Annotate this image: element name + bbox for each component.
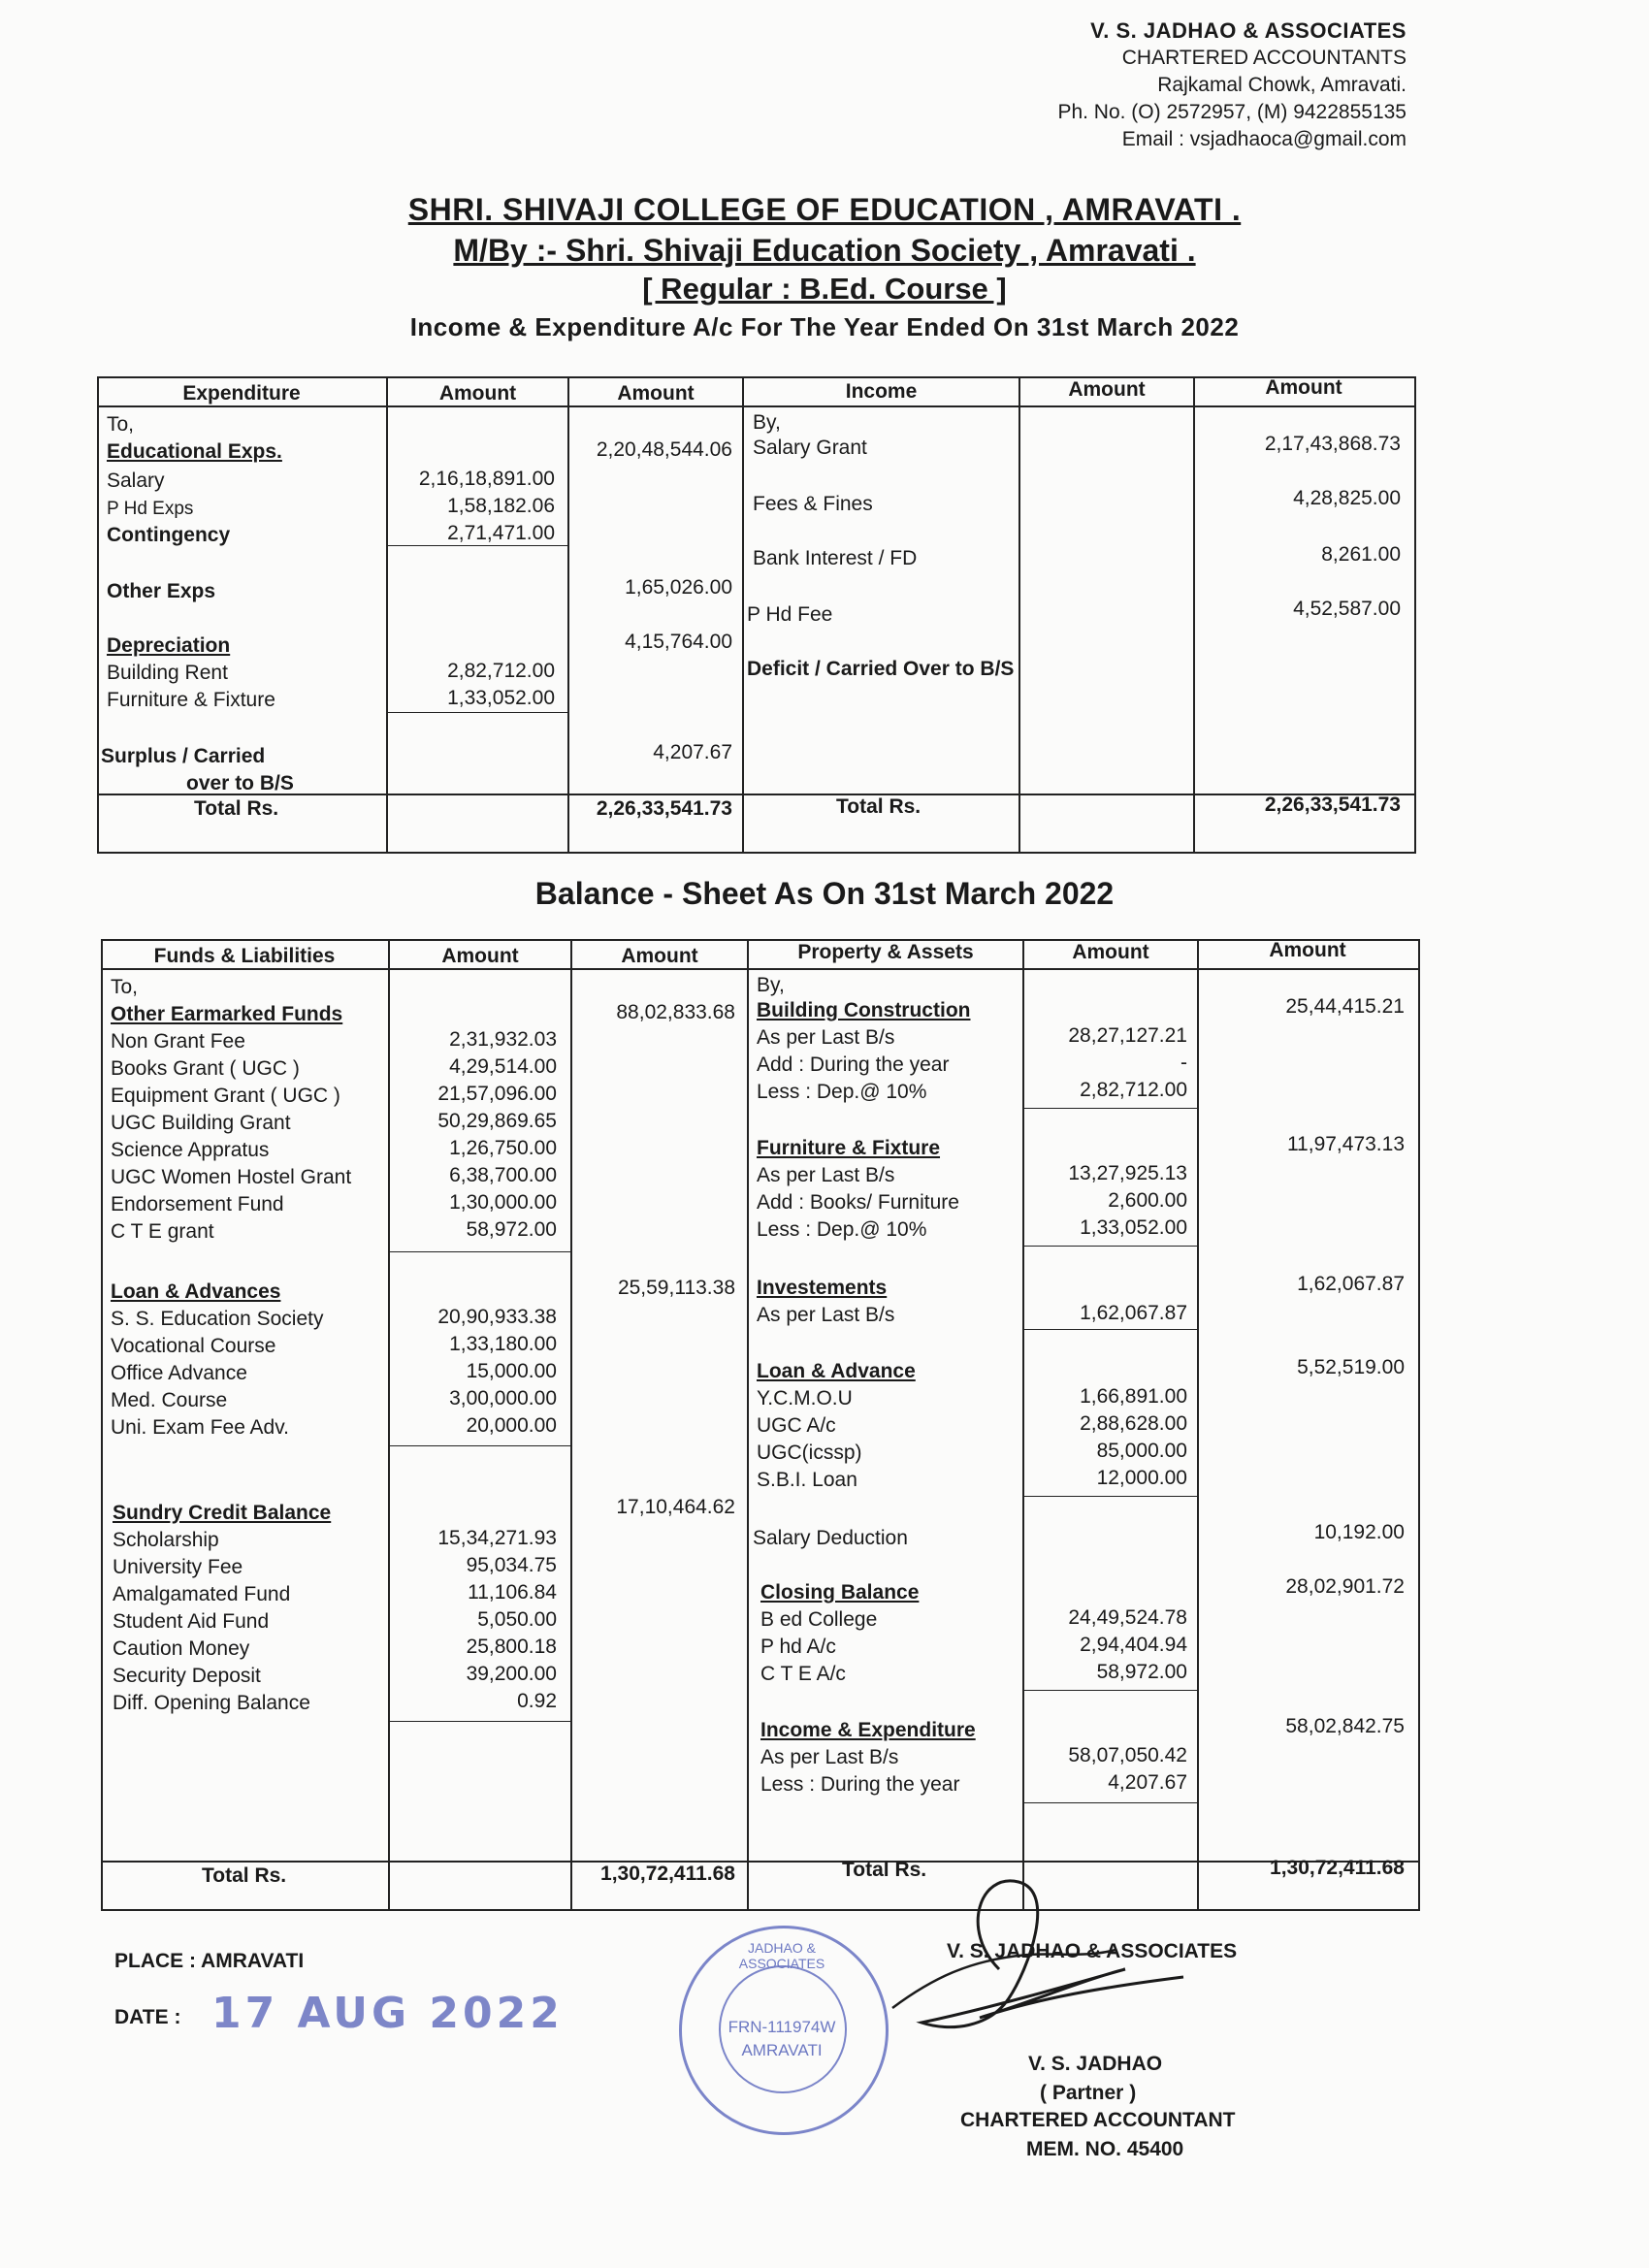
ie-col-divider: [742, 376, 744, 852]
ie-edu-total: 2,20,48,544.06: [596, 438, 732, 461]
bc-item-amount: 28,27,127.21: [1068, 1024, 1187, 1047]
firm-title: CHARTERED ACCOUNTANTS: [1121, 47, 1406, 69]
la-item-amount: 12,000.00: [1096, 1467, 1187, 1489]
ie-contingency-label: Contingency: [107, 524, 231, 546]
subtotal-rule: [1024, 1802, 1197, 1803]
ie-header-amount: Amount: [617, 382, 695, 405]
firm-name: V. S. JADHAO & ASSOCIATES: [1090, 18, 1406, 43]
scb-item-amount: 5,050.00: [477, 1608, 557, 1631]
college-title: SHRI. SHIVAJI COLLEGE OF EDUCATION , AMRAVATI .: [407, 192, 1242, 227]
ie-fees-label: Fees & Fines: [753, 493, 873, 515]
scb-item-label: Student Aid Fund: [113, 1610, 270, 1633]
oef-item-label: Equipment Grant ( UGC ): [111, 1085, 340, 1107]
scb-item-label: Security Deposit: [113, 1665, 261, 1687]
la-item-amount: 85,000.00: [1096, 1440, 1187, 1462]
bs-scb-amount: 17,10,464.62: [616, 1496, 735, 1518]
subtotal-rule: [1024, 1108, 1197, 1109]
ie-total-label-left: Total Rs.: [194, 797, 279, 820]
oef-item-label: UGC Building Grant: [111, 1112, 291, 1134]
firm-phone: Ph. No. (O) 2572957, (M) 9422855135: [1057, 101, 1406, 123]
bs-to: To,: [111, 976, 139, 998]
loan-item-label: Vocational Course: [111, 1335, 276, 1357]
bs-iae-label: Income & Expenditure: [760, 1719, 976, 1741]
iae-item-label: As per Last B/s: [760, 1746, 899, 1768]
scb-item-label: Amalgamated Fund: [113, 1583, 291, 1605]
oef-item-amount: 21,57,096.00: [437, 1083, 557, 1105]
bs-total-left: 1,30,72,411.68: [600, 1863, 735, 1885]
la-item-label: UGC A/c: [757, 1414, 836, 1437]
scb-item-amount: 0.92: [517, 1690, 557, 1712]
bs-total-label-left: Total Rs.: [202, 1864, 287, 1887]
ff-item-label: As per Last B/s: [757, 1164, 895, 1186]
ie-contingency-amount: 2,71,471.00: [447, 522, 555, 544]
bs-la-amount: 5,52,519.00: [1297, 1356, 1405, 1378]
ie-by: By,: [753, 411, 781, 434]
bs-oef-label: Other Earmarked Funds: [111, 1003, 343, 1025]
ff-item-label: Less : Dep.@ 10%: [757, 1218, 927, 1241]
iae-item-amount: 58,07,050.42: [1068, 1744, 1187, 1766]
subtotal-rule: [390, 1721, 570, 1722]
bs-title: Balance - Sheet As On 31st March 2022: [534, 876, 1115, 911]
ie-bank-interest-label: Bank Interest / FD: [753, 547, 918, 569]
seal-frn: FRN-111974W: [728, 2018, 836, 2036]
bs-total-label-right: Total Rs.: [842, 1859, 927, 1881]
inv-item-amount: 1,62,067.87: [1080, 1302, 1187, 1324]
ie-header-line: [97, 405, 1414, 407]
ie-header-income: Income: [845, 380, 918, 403]
scb-item-label: Scholarship: [113, 1529, 219, 1551]
ie-salary-label: Salary: [107, 470, 165, 492]
subtotal-rule: [1024, 1329, 1197, 1330]
bs-header-amount: Amount: [441, 945, 519, 967]
la-item-amount: 2,88,628.00: [1080, 1412, 1187, 1435]
bc-item-label: As per Last B/s: [757, 1026, 895, 1049]
bs-scb-label: Sundry Credit Balance: [113, 1502, 332, 1524]
cb-item-label: C T E A/c: [760, 1663, 846, 1685]
oef-item-amount: 4,29,514.00: [449, 1055, 557, 1078]
bs-by: By,: [757, 974, 785, 996]
ie-deficit-label: Deficit / Carried Over to B/S: [747, 658, 1015, 680]
partner-name: V. S. JADHAO: [1028, 2053, 1163, 2075]
bs-header-liabilities: Funds & Liabilities: [153, 945, 336, 967]
oef-item-amount: 2,31,932.03: [449, 1028, 557, 1051]
ie-total-right: 2,26,33,541.73: [1264, 794, 1401, 816]
ie-header-amount: Amount: [1265, 376, 1342, 399]
bs-loan-label: Loan & Advances: [111, 1280, 281, 1303]
bs-iae-amount: 58,02,842.75: [1285, 1715, 1405, 1737]
oef-item-label: Science Appratus: [111, 1139, 270, 1161]
ie-phd-label: P Hd Exps: [107, 499, 194, 519]
society-title: M/By :- Shri. Shivaji Education Society , Amravati .: [453, 233, 1196, 268]
bc-item-amount: -: [1180, 1052, 1187, 1074]
ff-item-amount: 1,33,052.00: [1080, 1216, 1187, 1239]
date-stamp: 17 AUG 2022: [211, 1989, 564, 2038]
oef-item-label: Non Grant Fee: [111, 1030, 245, 1053]
cb-item-amount: 24,49,524.78: [1068, 1606, 1187, 1629]
oef-item-amount: 6,38,700.00: [449, 1164, 557, 1186]
scb-item-label: Diff. Opening Balance: [113, 1692, 310, 1714]
bs-header-line: [101, 968, 1418, 970]
subtotal-rule: [390, 1445, 570, 1446]
loan-item-label: Med. Course: [111, 1389, 228, 1411]
ie-other-exps-amount: 1,65,026.00: [625, 576, 732, 599]
ie-header-expenditure: Expenditure: [182, 382, 301, 405]
ie-furniture-label: Furniture & Fixture: [107, 689, 275, 711]
bs-cb-amount: 28,02,901.72: [1285, 1575, 1405, 1598]
scb-item-amount: 95,034.75: [466, 1554, 557, 1576]
oef-item-label: C T E grant: [111, 1220, 214, 1243]
bs-ff-label: Furniture & Fixture: [757, 1137, 941, 1159]
ie-col-divider: [1018, 376, 1020, 852]
la-item-amount: 1,66,891.00: [1080, 1385, 1187, 1408]
ie-col-divider: [386, 376, 388, 852]
membership-number: MEM. NO. 45400: [1026, 2138, 1184, 2160]
oef-item-amount: 1,30,000.00: [449, 1191, 557, 1214]
cb-item-label: B ed College: [760, 1608, 878, 1631]
ie-salary-grant-label: Salary Grant: [753, 437, 867, 459]
cb-item-amount: 2,94,404.94: [1080, 1634, 1187, 1656]
ie-phd-fee-amount: 4,52,587.00: [1293, 598, 1401, 620]
ie-total-label-right: Total Rs.: [836, 795, 922, 818]
scb-item-amount: 15,34,271.93: [437, 1527, 557, 1549]
bs-bc-amount: 25,44,415.21: [1285, 995, 1405, 1018]
oef-item-amount: 50,29,869.65: [437, 1110, 557, 1132]
bs-col-divider: [747, 939, 749, 1909]
firm-email: Email : vsjadhaoca@gmail.com: [1121, 128, 1406, 150]
bc-item-amount: 2,82,712.00: [1080, 1079, 1187, 1101]
bs-la-label: Loan & Advance: [757, 1360, 916, 1382]
ie-phd-fee-label: P Hd Fee: [747, 603, 833, 626]
subtotal-rule: [388, 545, 567, 546]
ie-salary-amount: 2,16,18,891.00: [418, 468, 555, 490]
bc-item-label: Less : Dep.@ 10%: [757, 1081, 927, 1103]
inv-item-label: As per Last B/s: [757, 1304, 895, 1326]
bs-sd-label: Salary Deduction: [753, 1527, 908, 1549]
ie-depreciation-amount: 4,15,764.00: [625, 631, 732, 653]
bs-oef-amount: 88,02,833.68: [616, 1001, 735, 1023]
loan-item-amount: 15,000.00: [466, 1360, 557, 1382]
subtotal-rule: [388, 712, 567, 713]
scb-item-amount: 11,106.84: [468, 1581, 557, 1604]
subtotal-rule: [1024, 1246, 1197, 1247]
oef-item-amount: 1,26,750.00: [449, 1137, 557, 1159]
bs-header-amount: Amount: [1072, 941, 1149, 963]
oef-item-amount: 58,972.00: [466, 1218, 557, 1241]
ie-header-amount: Amount: [438, 382, 517, 405]
la-item-label: Y.C.M.O.U: [757, 1387, 853, 1409]
ie-building-rent-label: Building Rent: [107, 662, 228, 684]
oef-item-label: Books Grant ( UGC ): [111, 1057, 300, 1080]
ie-to: To,: [107, 413, 135, 436]
bs-loan-amount: 25,59,113.38: [617, 1277, 735, 1299]
subtotal-rule: [1024, 1496, 1197, 1497]
place-label: PLACE : AMRAVATI: [114, 1950, 305, 1972]
bs-col-divider: [570, 939, 572, 1909]
ff-item-label: Add : Books/ Furniture: [757, 1191, 959, 1214]
ie-building-rent-amount: 2,82,712.00: [447, 660, 555, 682]
ie-fees-amount: 4,28,825.00: [1293, 487, 1401, 509]
course-title: [ Regular : B.Ed. Course ]: [642, 272, 1007, 306]
oef-item-label: Endorsement Fund: [111, 1193, 284, 1215]
bs-total-right: 1,30,72,411.68: [1270, 1857, 1405, 1879]
bs-cb-label: Closing Balance: [760, 1581, 920, 1604]
seal-ring-text: JADHAO & ASSOCIATES: [738, 1940, 825, 1971]
firm-address: Rajkamal Chowk, Amravati.: [1157, 74, 1406, 96]
ie-surplus-label-2: over to B/S: [186, 772, 294, 794]
ie-furniture-amount: 1,33,052.00: [447, 687, 555, 709]
bs-header-amount: Amount: [1269, 939, 1346, 961]
cb-item-amount: 58,972.00: [1096, 1661, 1187, 1683]
ff-item-amount: 13,27,925.13: [1068, 1162, 1187, 1184]
la-item-label: UGC(icssp): [757, 1442, 862, 1464]
bs-inv-amount: 1,62,067.87: [1297, 1273, 1405, 1295]
bs-bc-label: Building Construction: [757, 999, 971, 1021]
subtotal-rule: [390, 1251, 570, 1252]
bc-item-label: Add : During the year: [757, 1053, 950, 1076]
scb-item-label: University Fee: [113, 1556, 243, 1578]
la-item-label: S.B.I. Loan: [757, 1469, 857, 1491]
bs-inv-label: Investements: [757, 1277, 888, 1299]
ie-surplus-label: Surplus / Carried: [101, 745, 266, 767]
bs-col-divider: [1197, 939, 1199, 1909]
partner-designation: CHARTERED ACCOUNTANT: [960, 2109, 1236, 2131]
partner-role: ( Partner ): [1040, 2082, 1137, 2104]
ie-total-left: 2,26,33,541.73: [596, 797, 732, 820]
oef-item-label: UGC Women Hostel Grant: [111, 1166, 352, 1188]
ie-bank-interest-amount: 8,261.00: [1321, 543, 1401, 566]
ie-title: Income & Expenditure A/c For The Year Ended On 31st March 2022: [409, 312, 1240, 341]
bs-header-assets: Property & Assets: [797, 941, 974, 963]
scb-item-amount: 25,800.18: [466, 1636, 557, 1658]
seal-city: AMRAVATI: [741, 2041, 823, 2059]
loan-item-label: Office Advance: [111, 1362, 247, 1384]
scb-item-label: Caution Money: [113, 1637, 250, 1660]
subtotal-rule: [1024, 1690, 1197, 1691]
iae-item-label: Less : During the year: [760, 1773, 960, 1796]
loan-item-amount: 3,00,000.00: [449, 1387, 557, 1409]
loan-item-amount: 20,90,933.38: [437, 1306, 557, 1328]
ie-header-amount: Amount: [1068, 378, 1146, 401]
scb-item-amount: 39,200.00: [466, 1663, 557, 1685]
sign-firm: V. S. JADHAO & ASSOCIATES: [947, 1940, 1238, 1962]
cb-item-label: P hd A/c: [760, 1636, 836, 1658]
date-label: DATE :: [114, 2006, 181, 2028]
ie-depreciation-label: Depreciation: [107, 634, 231, 657]
ie-salary-grant-amount: 2,17,43,868.73: [1264, 433, 1401, 455]
ff-item-amount: 2,600.00: [1108, 1189, 1187, 1212]
loan-item-amount: 20,000.00: [466, 1414, 557, 1437]
loan-item-amount: 1,33,180.00: [449, 1333, 557, 1355]
firm-letterhead: [1057, 17, 1406, 153]
loan-item-label: S. S. Education Society: [111, 1308, 324, 1330]
iae-item-amount: 4,207.67: [1108, 1771, 1187, 1794]
ie-phd-amount: 1,58,182.06: [447, 495, 555, 517]
ie-other-exps-label: Other Exps: [107, 580, 216, 602]
loan-item-label: Uni. Exam Fee Adv.: [111, 1416, 290, 1439]
bs-header-amount: Amount: [621, 945, 698, 967]
bs-ff-amount: 11,97,473.13: [1286, 1133, 1405, 1155]
ie-educational-exps: Educational Exps.: [107, 440, 282, 463]
bs-sd-amount: 10,192.00: [1313, 1521, 1405, 1543]
ie-surplus-amount: 4,207.67: [653, 741, 732, 763]
